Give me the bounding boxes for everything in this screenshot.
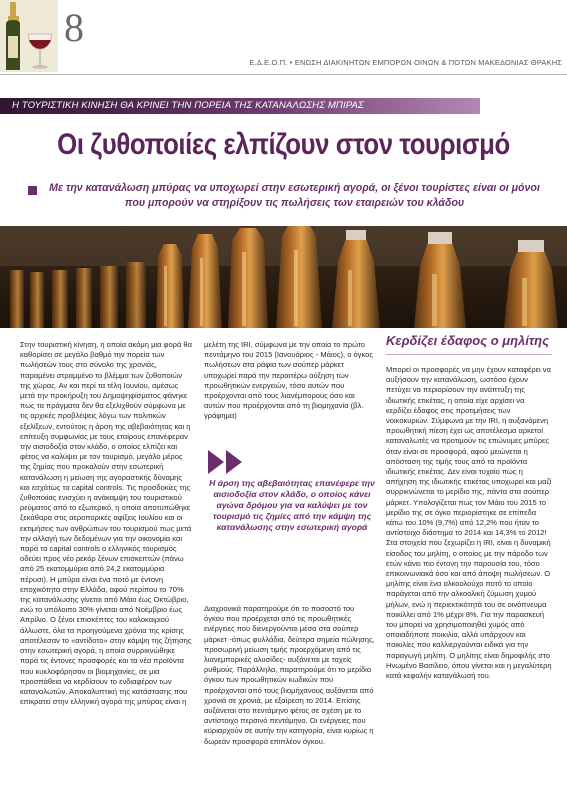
kicker-bar	[0, 98, 480, 114]
column-1-text: Στην τουριστική κίνηση, η οποία ακόμη μια φορά θα καθορίσει σε μεγάλο βαθμό την πορεία των πωλήσεών τους στο σύνολο της χρονιάς, παραμένει στραμμένο το βλέμμα των ζυθοποιών της χώρας. Αν και περί τα τέλη Ιουνίου, αμέσως μετά την προκήρυξη του Δημοψηφίσματος φάνηκε πως τα πράγματα δεν θα εξελιχθούν σύμφωνα με τις αρχικές προβλέψεις λόγω των πολιτικών εξελίξεων, εντούτοις η άρση της αβεβαιότητας και η επίτευξη συμφωνίας με τους εταίρους επανέφεραν την αισιοδοξία στον κλάδο, ο οποίος ελπίζει και φέτος να καλύψει με τον τουρισμό, μεγάλο μέρος της ζημίας που προκαλούν στην εσωτερική κατανάλωση η μείωση της αγοραστικής δύναμης και εσχάτως τα capital controls. Τις προσδοκίες της ζυθοποιίας ενισχύει η ανάκαμψη του τουριστικού ρεύματος από το εξωτερικό, η οποία αποτυπώθηκε ξεκάθαρα στις αεροπορικές αφίξεις Ιουλίου και οι εκτιμήσεις των ανθρώπων του τουρισμού πως μετά την αλλαγή των δεδομένων για την οικονομία και παρά τα capital controls ο ελληνικός τουρισμός οδεύει προς νέο ρεκόρ ξένων επισκεπτών (πάνω από 25 εκατομμύρια από 24,2 εκατομμύρια πέρυσι). Η μπύρα είναι ένα ποτό με έντονη εποχικότητα στην Ελλάδα, αφού περίπου το 70% της κατανάλωσης γίνεται από Μάιο έως Οκτώβριο, ενώ το υπόλοιπο 30% γίνεται από Νοέμβριο έως Απρίλιο. Ο ξένοι επισκέπτες του καλοκαιριού άλλωστε, όλα τα προηγούμενα χρόνια της κρίσης αποτέλεσαν το «αντίδοτο» στην κάμψη της ζήτησης στην εσωτερική αγορά, η οποία συρρικνώθηκε παρά τις έντονες προσφορές και τα νέα προϊόντα που κυκλοφόρησαν οι βιομηχανίες, σε μια προσπάθεια να κερδίσουν το ενδιαφέρον των καταναλωτών. Αποκαλυπτική της κατάστασης που επικρατεί στην ελληνική αγορά της μπύρας είναι η	[20, 340, 192, 707]
association-name: Ε.Δ.Ε.Ο.Π. • ΕΝΩΣΗ ΔΙΑΚΙΝΗΤΩΝ ΕΜΠΟΡΩΝ ΟΙΝΩΝ & ΠΟΤΩΝ ΜΑΚΕΔΟΝΙΑΣ ΘΡΑΚΗΣ	[249, 58, 562, 67]
section-subhead: Κερδίζει έδαφος ο μηλίτης	[386, 333, 550, 348]
subhead-divider	[386, 354, 552, 355]
column-2-bottom-text: Διαχρονικά παρατηρούμε ότι το ποσοστό του όγκου που προέρχεται από τις προωθητικές ενέργειες που διενεργούνται μέσα στα σούπερ μάρκετ -όπως φυλλάδια, δεύτερα σημεία πώλησης, προσωρινή μείωση τιμής προερχόμενη από τις λιανεμπορικές αλυσίδες- αυξάνεται με ταχείς ρυθμούς. Παράλληλα, παρατηρούμε ότι το μερίδιο όγκου των προωθητικών κωδικών που προέρχονται από τους βιομήχανους αυξάνεται από χρονιά σε χρονιά, με εξαίρεση το 2014. Επίσης αυξάνεται στο πεντάμηνο φέτος σε σχέση με το αντίστοιχο περσινό πεντάμηνο. Οι ενέργειες που κυριαρχούν σε αυτήν την κατηγορία, είναι κυρίως η δωρεάν προσφορά επιπλέον όγκου.	[204, 604, 375, 746]
article-lead: Με την κατανάλωση μπύρας να υποχωρεί στην εσωτερική αγορά, οι ξένοι τουρίστες είναι οι μόνοι που μπορούν να στηρίξουν τις πωλήσεις των εταιρειών του κλάδου	[49, 182, 540, 209]
column-2-top-text: μελέτη της IRI, σύμφωνα με την οποία το πρώτο πεντάμηνο του 2015 (Ιανουάριος - Μάιος), ο όγκος πωλήσεων στα ράφια των σούπερ μάρκετ υποχωρεί παρά την περαιτέρω αύξηση των προωθητικών ενεργειών, τόσο αυτών που προέρχονται από τους λιανέμπορους όσο και αυτών που προέρχονται από τη βιομηχανία (βλ. γράφημα)	[204, 340, 373, 421]
lead-bullet-icon	[28, 186, 37, 195]
article-headline: Οι ζυθοποιίες ελπίζουν στον τουρισμό	[57, 128, 510, 161]
article-column-1	[20, 340, 192, 707]
column-3-text: Μπορεί οι προσφορές να μην έχουν καταφέρει να αυξήσουν την κατανάλωση, ωστόσο έχουν πετύχει να περιορίσουν την ανάπτυξη της ιδιωτικής ετικέτας, η οποία είχε αρχίσει να κερδίζει έδαφος στις προτιμήσεις των νοικοκυριών. Σύμφωνα με την IRI, η αυξανόμενη προωθητική πίεση έχει ως αποτέλεσμα αρκετοί καταναλωτές να προτιμούν τις επώνυμες μπύρες όταν είναι σε προσφορά, αφού μειώνεται η απόσταση της τιμής τους από τα προϊόντα ιδιωτικής ετικέτας. Δεν είναι τυχαίο πως η απήχηση της ιδιωτικής ετικέτας υποχωρεί και μαζί συρρικνώνεται το μερίδιο της, πάντα στα σούπερ μάρκετ. Υπολογίζεται πως τον Μάιο του 2015 το μερίδιο της σε όγκο περιορίστηκε σε επίπεδα κάτω του 10% (9,7%) από 12,2% που ήταν το αντίστοιχο διάστημα το 2014 και 14,3% το 2012! Στα στοιχεία που ξεχωρίζει η IRI, είναι η δυναμική είσοδος του μηλίτη, ο οποίος με την πάροδο των ετών κάνει πιο έντονη την παρουσία του, τόσο επικοινωνιακά όσο και από άποψη πωλήσεων. Ο μηλίτης είναι ένα αλκοολούχο ποτό το οποίο παράγεται από την αλκοολική ζύμωση χυμού μήλων, ενώ η περιεκτικότητά του σε οινόπνευμα ποικίλλει από 1% μέχρι 8%. Για την παρασκευή του μπορεί να χρησιμοποιηθεί χυμός από οποιαδήποτε ποικιλία, αλλά υπάρχουν και ποικιλίες που καλλιεργούνται ειδικά για την παραγωγή μηλίτη. Ο μηλίτης είναι δημοφιλής στο Ηνωμένο Βασίλειο, όπου γίνεται και η μεγαλύτερη κατά κεφαλήν κατανάλωσή του.	[386, 365, 552, 681]
wine-bottle-image	[0, 0, 58, 72]
kicker-text: Η ΤΟΥΡΙΣΤΙΚΗ ΚΙΝΗΣΗ ΘΑ ΚΡΙΝΕΙ ΤΗΝ ΠΟΡΕΙΑ ΤΗΣ ΚΑΤΑΝΑΛΩΣΗΣ ΜΠΙΡΑΣ	[12, 100, 364, 111]
page-number: 8	[64, 5, 84, 50]
header-divider	[0, 74, 567, 75]
beer-bottles-photo	[0, 226, 567, 328]
pull-quote: Η άρση της αβεβαιότητας επανέφερε την αισιοδοξία στον κλάδο, ο οποίος κάνει αγώνα δρόμου για να καλύψει με τον τουρισμό τις ζημίες από την κάμψη της κατανάλωσης στην εσωτερική αγορά	[209, 478, 375, 532]
double-arrow-icon	[204, 448, 250, 476]
